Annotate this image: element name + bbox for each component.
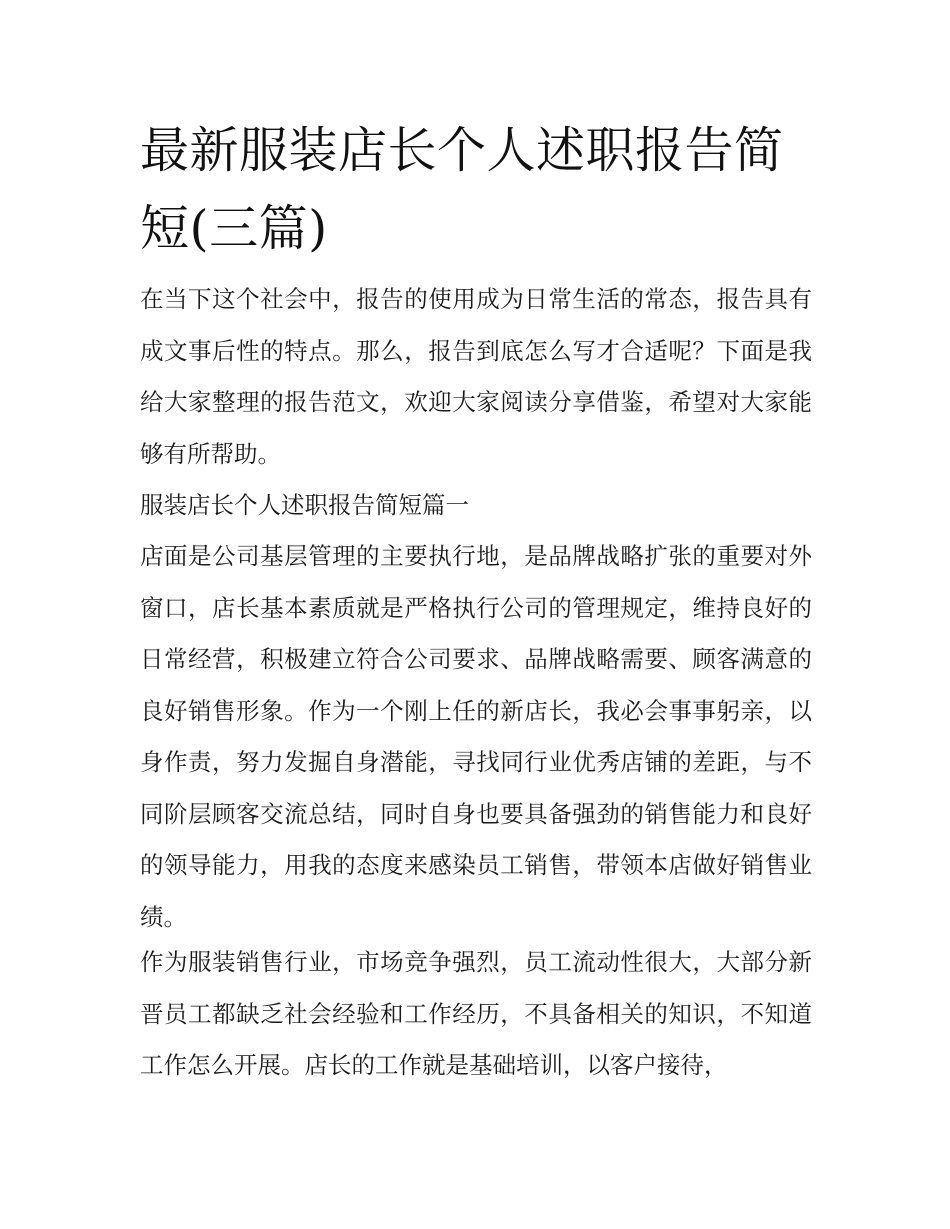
body-paragraph-1: 店面是公司基层管理的主要执行地，是品牌战略扩张的重要对外窗口，店长基本素质就是严格执行公司的管理规定，维持良好的日常经营，积极建立符合公司要求、品牌战略需要、顾客满意的良好销售形象。作为一个刚上任的新店长，我必会事事躬亲，以身作责，努力发掘自身潜能，寻找同行业优秀店铺的差距，与不同阶层顾客交流总结，同时自身也要具备强劲的销售能力和良好的领导能力，用我的态度来感染员工销售，带领本店做好销售业绩。 xyxy=(140,542,812,931)
intro-paragraph: 在当下这个社会中，报告的使用成为日常生活的常态，报告具有成文事后性的特点。那么，报告到底怎么写才合适呢？下面是我给大家整理的报告范文，欢迎大家阅读分享借鉴，希望对大家能够有所帮助。 xyxy=(140,285,812,468)
document-title: 最新服装店长个人述职报告简短(三篇) xyxy=(140,122,784,257)
section-heading: 服装店长个人述职报告简短篇一 xyxy=(140,491,469,519)
body-paragraph-2: 作为服装销售行业，市场竞争强烈，员工流动性很大，大部分新晋员工都缺乏社会经验和工作经历，不具备相关的知识，不知道工作怎么开展。店长的工作就是基础培训，以客户接待， xyxy=(140,948,812,1079)
